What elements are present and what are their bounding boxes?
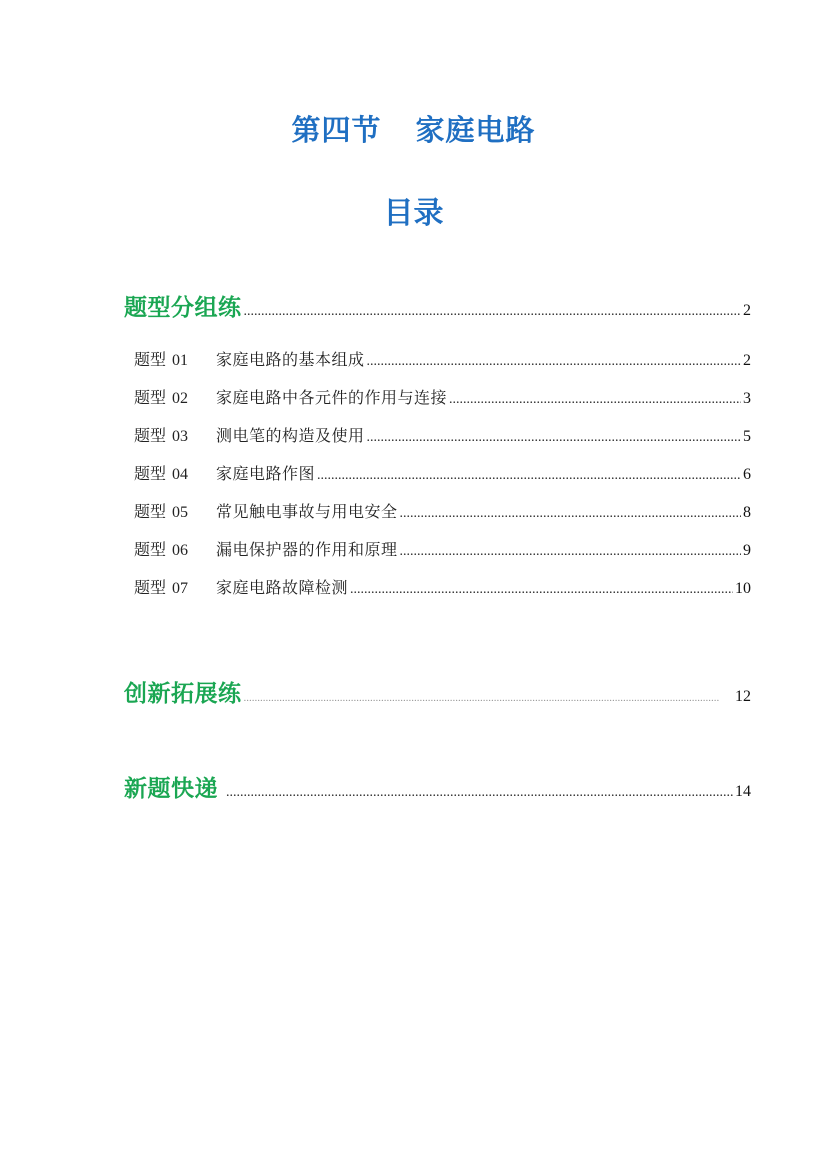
chapter-label: 第四节 [291, 113, 382, 147]
toc-item[interactable] [134, 575, 751, 613]
item-code: 题型 03 [134, 426, 189, 445]
item-page-number: 9 [743, 542, 751, 559]
section-label: 新题快递 [124, 776, 218, 802]
toc-item[interactable] [134, 461, 751, 499]
section-page-number: 2 [743, 302, 751, 319]
chapter-title: 家庭电路 [415, 113, 536, 147]
section-page-number: 14 [735, 783, 751, 800]
page-title [0, 108, 827, 149]
item-code: 题型 06 [134, 540, 189, 559]
dot-leader [244, 304, 742, 320]
item-page-number: 2 [743, 352, 751, 369]
toc-section-group-practice[interactable] [124, 289, 751, 322]
toc-item[interactable] [134, 537, 751, 575]
item-code: 题型 04 [134, 464, 189, 483]
item-page-number: 3 [743, 390, 751, 407]
dot-leader [226, 785, 733, 801]
item-title: 家庭电路故障检测 [216, 578, 349, 597]
item-code: 题型 02 [134, 388, 189, 407]
toc-item[interactable] [134, 423, 751, 461]
section-page-number: 12 [735, 688, 751, 705]
section-label: 题型分组练 [124, 295, 242, 321]
toc-heading: 目录 [383, 196, 444, 231]
toc-section-innovation-practice[interactable] [124, 675, 751, 708]
dot-leader [244, 692, 720, 704]
dot-leader [317, 468, 741, 484]
item-page-number: 5 [743, 428, 751, 445]
item-page-number: 6 [743, 466, 751, 483]
dot-leader [400, 506, 741, 522]
dot-leader [367, 354, 741, 370]
toc-section-new-questions[interactable] [124, 770, 751, 803]
toc-item[interactable] [134, 347, 751, 385]
dot-leader [367, 430, 741, 446]
toc-item[interactable] [134, 385, 751, 423]
dot-leader [400, 544, 741, 560]
section-label: 创新拓展练 [124, 681, 242, 707]
item-title: 漏电保护器的作用和原理 [216, 540, 398, 559]
item-title: 常见触电事故与用电安全 [216, 502, 398, 521]
item-page-number: 10 [735, 580, 751, 597]
toc-item[interactable] [134, 499, 751, 537]
item-title: 家庭电路的基本组成 [216, 350, 365, 369]
item-title: 测电笔的构造及使用 [216, 426, 365, 445]
dot-leader [350, 582, 733, 598]
dot-leader [449, 392, 741, 408]
toc-item-list [134, 347, 751, 613]
item-page-number: 8 [743, 504, 751, 521]
item-title: 家庭电路中各元件的作用与连接 [216, 388, 448, 407]
item-code: 题型 07 [134, 578, 189, 597]
item-title: 家庭电路作图 [216, 464, 316, 483]
item-code: 题型 05 [134, 502, 189, 521]
item-code: 题型 01 [134, 350, 189, 369]
